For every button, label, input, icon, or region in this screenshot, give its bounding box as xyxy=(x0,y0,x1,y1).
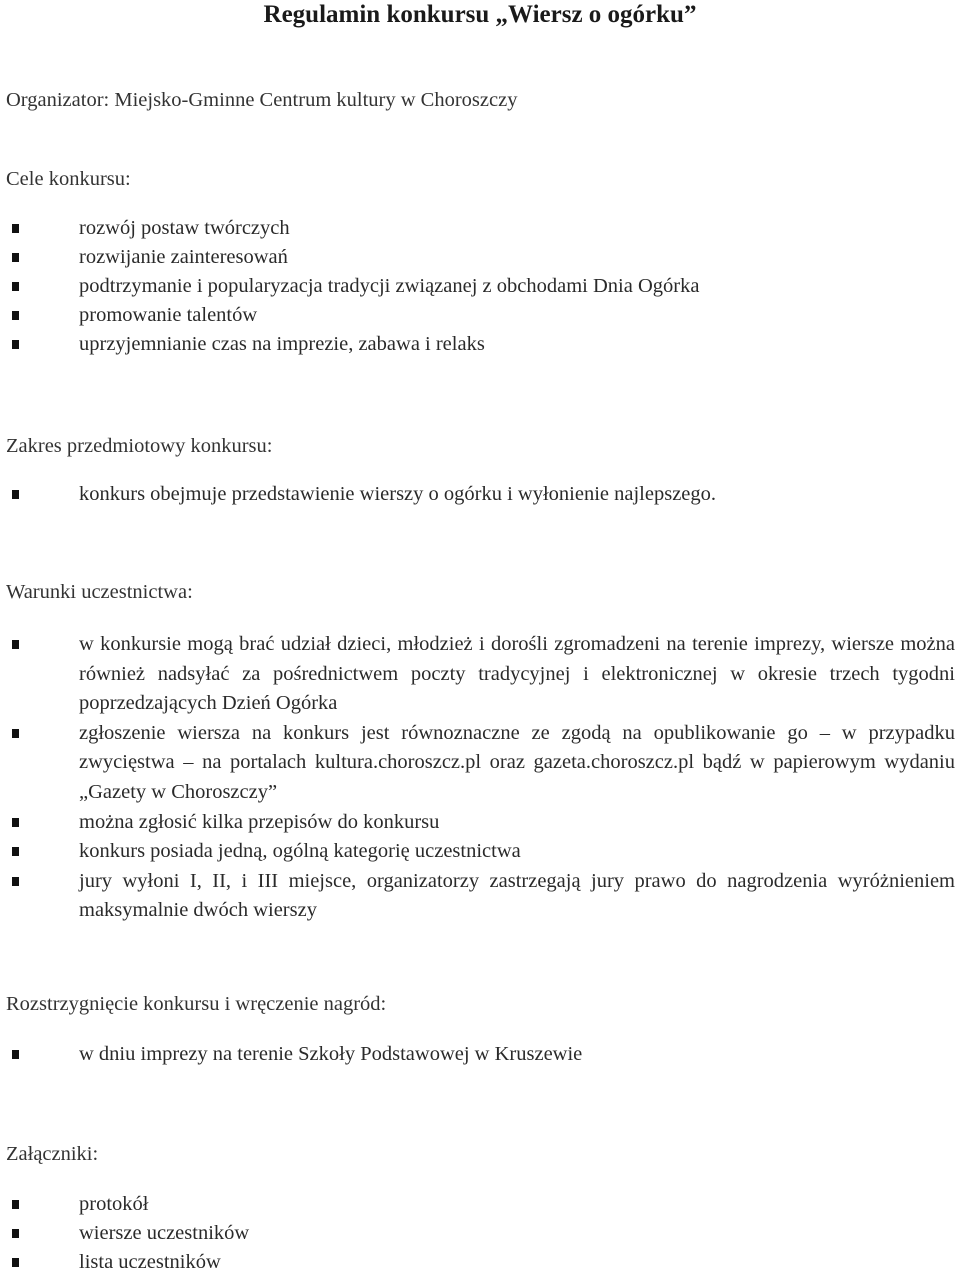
square-bullet-icon xyxy=(12,224,19,233)
document-title: Regulamin konkursu „Wiersz o ogórku” xyxy=(263,1,697,28)
list-item: lista uczestników xyxy=(0,1248,960,1277)
square-bullet-icon xyxy=(12,1258,19,1267)
attachments-heading: Załączniki: xyxy=(6,1143,99,1165)
list-item: promowanie talentów xyxy=(0,301,960,330)
square-bullet-icon xyxy=(12,877,19,886)
square-bullet-icon xyxy=(12,253,19,262)
conditions-heading: Warunki uczestnictwa: xyxy=(6,581,193,603)
goals-list xyxy=(0,214,960,359)
resolution-heading: Rozstrzygnięcie konkursu i wręczenie nagród: xyxy=(6,993,387,1015)
list-item: protokół xyxy=(0,1190,960,1219)
square-bullet-icon xyxy=(12,282,19,291)
list-item: można zgłosić kilka przepisów do konkursu xyxy=(0,808,955,838)
list-item: konkurs posiada jedną, ogólną kategorię uczestnictwa xyxy=(0,837,955,867)
conditions-list xyxy=(0,630,960,926)
square-bullet-icon xyxy=(12,1050,19,1059)
scope-heading: Zakres przedmiotowy konkursu: xyxy=(6,435,273,457)
goals-heading: Cele konkursu: xyxy=(6,168,131,190)
list-item: uprzyjemnianie czas na imprezie, zabawa i relaks xyxy=(0,330,960,359)
resolution-list xyxy=(0,1040,960,1070)
list-item: wiersze uczestników xyxy=(0,1219,960,1248)
list-item: w dniu imprezy na terenie Szkoły Podstawowej w Kruszewie xyxy=(0,1040,960,1070)
square-bullet-icon xyxy=(12,729,19,738)
list-item: podtrzymanie i popularyzacja tradycji związanej z obchodami Dnia Ogórka xyxy=(0,272,960,301)
square-bullet-icon xyxy=(12,640,19,649)
square-bullet-icon xyxy=(12,340,19,349)
square-bullet-icon xyxy=(12,1229,19,1238)
square-bullet-icon xyxy=(12,847,19,856)
square-bullet-icon xyxy=(12,490,19,499)
square-bullet-icon xyxy=(12,311,19,320)
list-item: konkurs obejmuje przedstawienie wierszy o ogórku i wyłonienie najlepszego. xyxy=(0,480,960,510)
organizer-line: Organizator: Miejsko-Gminne Centrum kultury w Choroszczy xyxy=(6,89,518,111)
square-bullet-icon xyxy=(12,818,19,827)
list-item: zgłoszenie wiersza na konkurs jest równoznaczne ze zgodą na opublikowanie go – w przypadku zwycięstwa – na portalach kultura.choroszcz.pl oraz gazeta.choroszcz.pl bądź w papierowym wydaniu „Gazety w Choroszczy” xyxy=(0,719,955,808)
list-item: rozwój postaw twórczych xyxy=(0,214,960,243)
scope-list xyxy=(0,480,960,510)
square-bullet-icon xyxy=(12,1200,19,1209)
attachments-list xyxy=(0,1190,960,1277)
list-item: w konkursie mogą brać udział dzieci, młodzież i dorośli zgromadzeni na terenie imprezy, wiersze można również nadsyłać za pośrednictwem poczty tradycyjnej i elektronicznej w okresie trzech tygodni poprzedzających Dzień Ogórka xyxy=(0,630,955,719)
list-item: rozwijanie zainteresowań xyxy=(0,243,960,272)
list-item: jury wyłoni I, II, i III miejsce, organizatorzy zastrzegają jury prawo do nagrodzenia wyróżnieniem maksymalnie dwóch wierszy xyxy=(0,867,955,926)
